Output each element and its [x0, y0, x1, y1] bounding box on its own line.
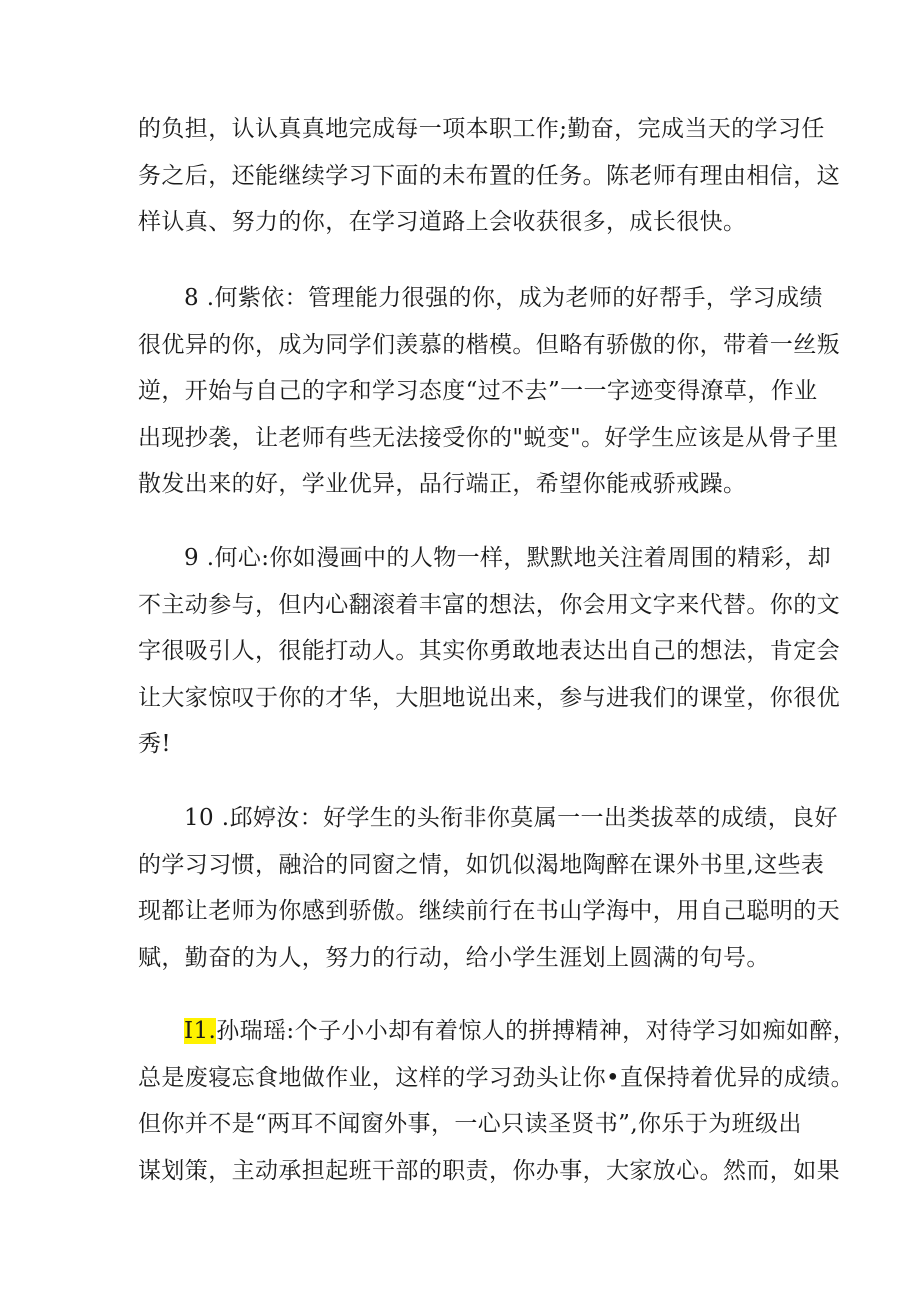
text-line: 8 .何紫依：管理能力很强的你，成为老师的好帮手，学习成绩: [184, 285, 823, 311]
text-line: 让大家惊叹于你的才华，大胆地说出来，参与进我们的课堂，你很优: [138, 684, 840, 711]
text-line: 谋划策，主动承担起班干部的职责，你办事，大家放心。然而，如果: [138, 1157, 840, 1184]
text-line: 总是废寝忘食地做作业，这样的学习劲头让你•直保持着优异的成绩。: [138, 1064, 854, 1091]
text-line: 出现抄袭，让老师有些无法接受你的"蜕变"。好学生应该是从骨子里: [138, 424, 839, 451]
text-line: 很优异的你，成为同学们羡慕的楷模。但略有骄傲的你，带着一丝叛: [138, 331, 840, 358]
text-line: 现都让老师为你感到骄傲。继续前行在书山学海中，用自己聪明的天: [138, 898, 840, 924]
text-line: 10 .邱婷汝：好学生的头衔非你莫属一一出类拔萃的成绩，良好: [184, 805, 838, 831]
text-line: 样认真、努力的你，在学习道路上会收获很多，成长很快。: [138, 209, 747, 235]
text-segment: 孙瑞瑶:个子小小却有着惊人的拼搏精神，对待学习如痴如醉，: [216, 1018, 857, 1044]
text-line: 逆，开始与自己的字和学习态度“过不去”一一字迹变得潦草，作业: [138, 378, 818, 404]
text-line: 不主动参与，但内心翻滚着丰富的想法，你会用文字来代替。你的文: [138, 591, 840, 618]
paragraph-item-10: [138, 795, 840, 981]
text-line: 的学习习惯，融洽的同窗之情，如饥似渴地陶醉在课外书里,这些表: [138, 851, 825, 878]
paragraph-item-9: [138, 535, 840, 768]
text-line: 秀!: [138, 731, 172, 757]
paragraph-item-11: [138, 1008, 857, 1194]
text-line: 散发出来的好，学业优异，品行端正，希望你能戒骄戒躁。: [138, 471, 747, 497]
text-line: 字很吸引人，很能打动人。其实你勇敢地表达出自己的想法，肯定会: [138, 638, 840, 664]
paragraph-item-8: [138, 275, 840, 508]
text-line: 务之后，还能继续学习下面的未布置的任务。陈老师有理由相信，这: [138, 162, 840, 189]
paragraph-continuation: [138, 106, 840, 246]
text-line: 赋，勤奋的为人，努力的行动，给小学生涯划上圆满的句号。: [138, 944, 770, 971]
text-line: [138, 1008, 857, 1055]
text-line: 的负担，认认真真地完成每一项本职工作;勤奋，完成当天的学习任: [138, 116, 825, 142]
text-line: 9 .何心:你如漫画中的人物一样，默默地关注着周围的精彩，却: [184, 545, 832, 571]
highlighted-number: I1.: [184, 1018, 217, 1044]
text-line: 但你并不是“两耳不闻窗外事，一心只读圣贤书”,你乐于为班级出: [138, 1111, 802, 1137]
